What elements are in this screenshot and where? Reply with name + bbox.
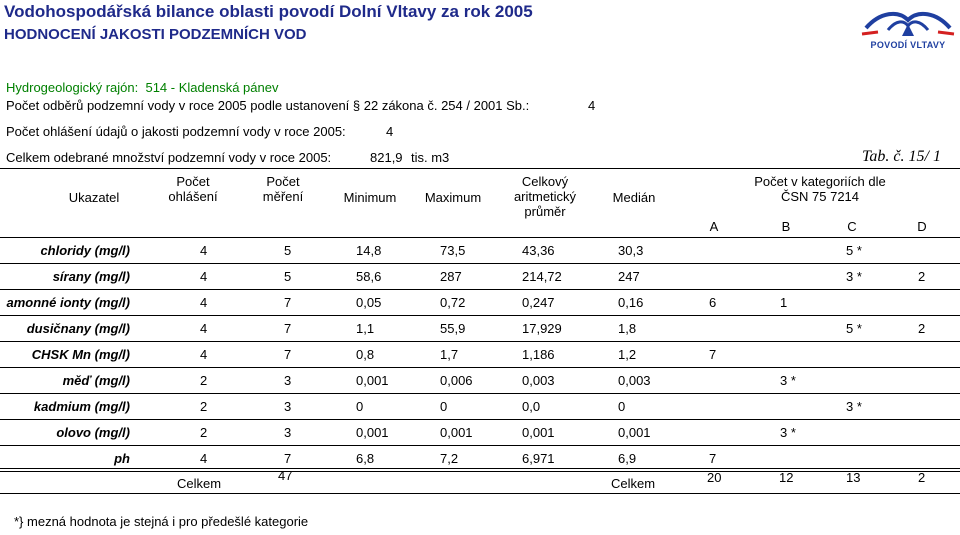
logo-text: POVODÍ VLTAVY [870, 40, 946, 50]
totals-cat-c: 13 [846, 470, 861, 485]
cell-minimum: 1,1 [356, 321, 375, 336]
ohlaseni-label: Počet ohlášení údajů o jakosti podzemní vody v roce 2005: [6, 124, 346, 139]
header-pocet-mereni: Počet měření [262, 174, 304, 204]
cell-ukazatel: chloridy (mg/l) [40, 243, 130, 258]
cell-minimum: 6,8 [356, 451, 375, 466]
cell-prumer: 1,186 [522, 347, 555, 362]
cell-pocet-ohlaseni: 4 [200, 321, 208, 336]
cell-median: 0 [618, 399, 626, 414]
cell-cat-a: 6 [709, 295, 717, 310]
cell-cat-d: 2 [918, 269, 926, 284]
header-cat-a: A [709, 219, 719, 234]
cell-maximum: 287 [440, 269, 462, 284]
cell-ukazatel: ph [114, 451, 130, 466]
povodi-vltavy-logo [858, 6, 958, 54]
cell-cat-c: 5 * [846, 321, 862, 336]
table-row [0, 394, 960, 420]
cell-cat-c: 5 * [846, 243, 862, 258]
cell-cat-c: 3 * [846, 399, 862, 414]
cell-ukazatel: kadmium (mg/l) [33, 399, 130, 414]
odber-value: 4 [588, 98, 596, 113]
table-row [0, 290, 960, 316]
cell-pocet-mereni: 3 [284, 425, 292, 440]
totals-cat-d: 2 [918, 470, 926, 485]
cell-minimum: 0,001 [356, 425, 389, 440]
cell-prumer: 6,971 [522, 451, 555, 466]
cell-pocet-ohlaseni: 2 [200, 399, 208, 414]
cell-maximum: 0 [440, 399, 448, 414]
cell-cat-d: 2 [918, 321, 926, 336]
cell-minimum: 0,05 [356, 295, 382, 310]
header-median: Medián [612, 190, 656, 205]
cell-minimum: 0,8 [356, 347, 375, 362]
cell-cat-a: 7 [709, 451, 717, 466]
cell-pocet-mereni: 5 [284, 269, 292, 284]
totals-cat-b: 12 [779, 470, 794, 485]
ohlaseni-value: 4 [386, 124, 394, 139]
cell-pocet-mereni: 3 [284, 399, 292, 414]
cell-ukazatel: CHSK Mn (mg/l) [31, 347, 130, 362]
table-row [0, 264, 960, 290]
cell-maximum: 73,5 [440, 243, 466, 258]
table-row [0, 420, 960, 446]
table-top-border [0, 168, 960, 169]
cell-prumer: 0,001 [522, 425, 555, 440]
cell-maximum: 0,001 [440, 425, 473, 440]
cell-pocet-mereni: 5 [284, 243, 292, 258]
cell-median: 1,8 [618, 321, 637, 336]
cell-ukazatel: měď (mg/l) [62, 373, 130, 388]
region-line [6, 80, 278, 95]
totals-bottom-border [0, 493, 960, 494]
cell-minimum: 14,8 [356, 243, 382, 258]
page-subtitle: HODNOCENÍ JAKOSTI PODZEMNÍCH VOD [4, 26, 307, 43]
cell-cat-a: 7 [709, 347, 717, 362]
cell-pocet-ohlaseni: 4 [200, 347, 208, 362]
header-minimum: Minimum [343, 190, 397, 205]
cell-minimum: 58,6 [356, 269, 382, 284]
cell-median: 247 [618, 269, 640, 284]
cell-maximum: 0,72 [440, 295, 466, 310]
cell-pocet-ohlaseni: 4 [200, 243, 208, 258]
cell-maximum: 7,2 [440, 451, 459, 466]
mnozstvi-unit: tis. m3 [411, 150, 450, 165]
cell-maximum: 1,7 [440, 347, 459, 362]
cell-prumer: 0,247 [522, 295, 555, 310]
cell-pocet-mereni: 7 [284, 295, 292, 310]
cell-ukazatel: sírany (mg/l) [52, 269, 130, 284]
cell-prumer: 214,72 [522, 269, 562, 284]
cell-minimum: 0 [356, 399, 364, 414]
odber-label: Počet odběrů podzemní vody v roce 2005 podle ustanovení § 22 zákona č. 254 / 2001 Sb.: [6, 98, 530, 113]
region-label: Hydrogeologický rajón: [6, 80, 139, 95]
cell-median: 1,2 [618, 347, 637, 362]
cell-pocet-ohlaseni: 4 [200, 269, 208, 284]
totals-top-border [0, 468, 960, 469]
mnozstvi-label: Celkem odebrané množství podzemní vody v roce 2005: [6, 150, 332, 165]
cell-pocet-ohlaseni: 4 [200, 451, 208, 466]
cell-pocet-mereni: 7 [284, 347, 292, 362]
header-pocet-ohlaseni: Počet ohlášení [168, 174, 218, 204]
cell-prumer: 17,929 [522, 321, 562, 336]
cell-ukazatel: olovo (mg/l) [56, 425, 130, 440]
cell-pocet-mereni: 3 [284, 373, 292, 388]
cell-ukazatel: dusičnany (mg/l) [26, 321, 130, 336]
cell-prumer: 0,003 [522, 373, 555, 388]
header-maximum: Maximum [424, 190, 482, 205]
totals-label-left: Celkem [177, 476, 222, 491]
footnote: *} mezná hodnota je stejná i pro předešlé kategorie [14, 514, 309, 529]
cell-prumer: 0,0 [522, 399, 541, 414]
table-row [0, 342, 960, 368]
cell-cat-b: 3 * [780, 373, 796, 388]
cell-prumer: 43,36 [522, 243, 555, 258]
header-cat-b: B [781, 219, 791, 234]
cell-median: 30,3 [618, 243, 644, 258]
cell-maximum: 0,006 [440, 373, 473, 388]
totals-mer: 47 [278, 468, 293, 483]
totals-cat-a: 20 [707, 470, 722, 485]
cell-median: 0,001 [618, 425, 651, 440]
table-row [0, 368, 960, 394]
cell-cat-b: 3 * [780, 425, 796, 440]
cell-ukazatel: amonné ionty (mg/l) [6, 295, 130, 310]
cell-pocet-mereni: 7 [284, 321, 292, 336]
cell-pocet-mereni: 7 [284, 451, 292, 466]
table-row [0, 238, 960, 264]
cell-median: 0,003 [618, 373, 651, 388]
header-cat-d: D [917, 219, 927, 234]
odber-line [6, 98, 529, 113]
cell-pocet-ohlaseni: 2 [200, 373, 208, 388]
header-ukazatel: Ukazatel [68, 190, 120, 205]
cell-minimum: 0,001 [356, 373, 389, 388]
region-value: 514 - Kladenská pánev [145, 80, 279, 95]
mnozstvi-value: 821,9 [370, 150, 403, 165]
cell-cat-c: 3 * [846, 269, 862, 284]
wave-logo-icon [858, 6, 958, 40]
row-divider [0, 471, 960, 472]
cell-pocet-ohlaseni: 4 [200, 295, 208, 310]
cell-cat-b: 1 [780, 295, 788, 310]
table-reference: Tab. č. 15/ 1 [862, 148, 941, 165]
cell-pocet-ohlaseni: 2 [200, 425, 208, 440]
page-title: Vodohospodářská bilance oblasti povodí Dolní Vltavy za rok 2005 [4, 2, 533, 21]
totals-label-right: Celkem [611, 476, 656, 491]
cell-median: 0,16 [618, 295, 644, 310]
header-cat-c: C [847, 219, 857, 234]
header-kategorie: Počet v kategoriích dle ČSN 75 7214 [754, 174, 886, 204]
cell-maximum: 55,9 [440, 321, 466, 336]
table-row [0, 316, 960, 342]
cell-median: 6,9 [618, 451, 637, 466]
header-prumer: Celkový aritmetický průměr [513, 174, 577, 219]
